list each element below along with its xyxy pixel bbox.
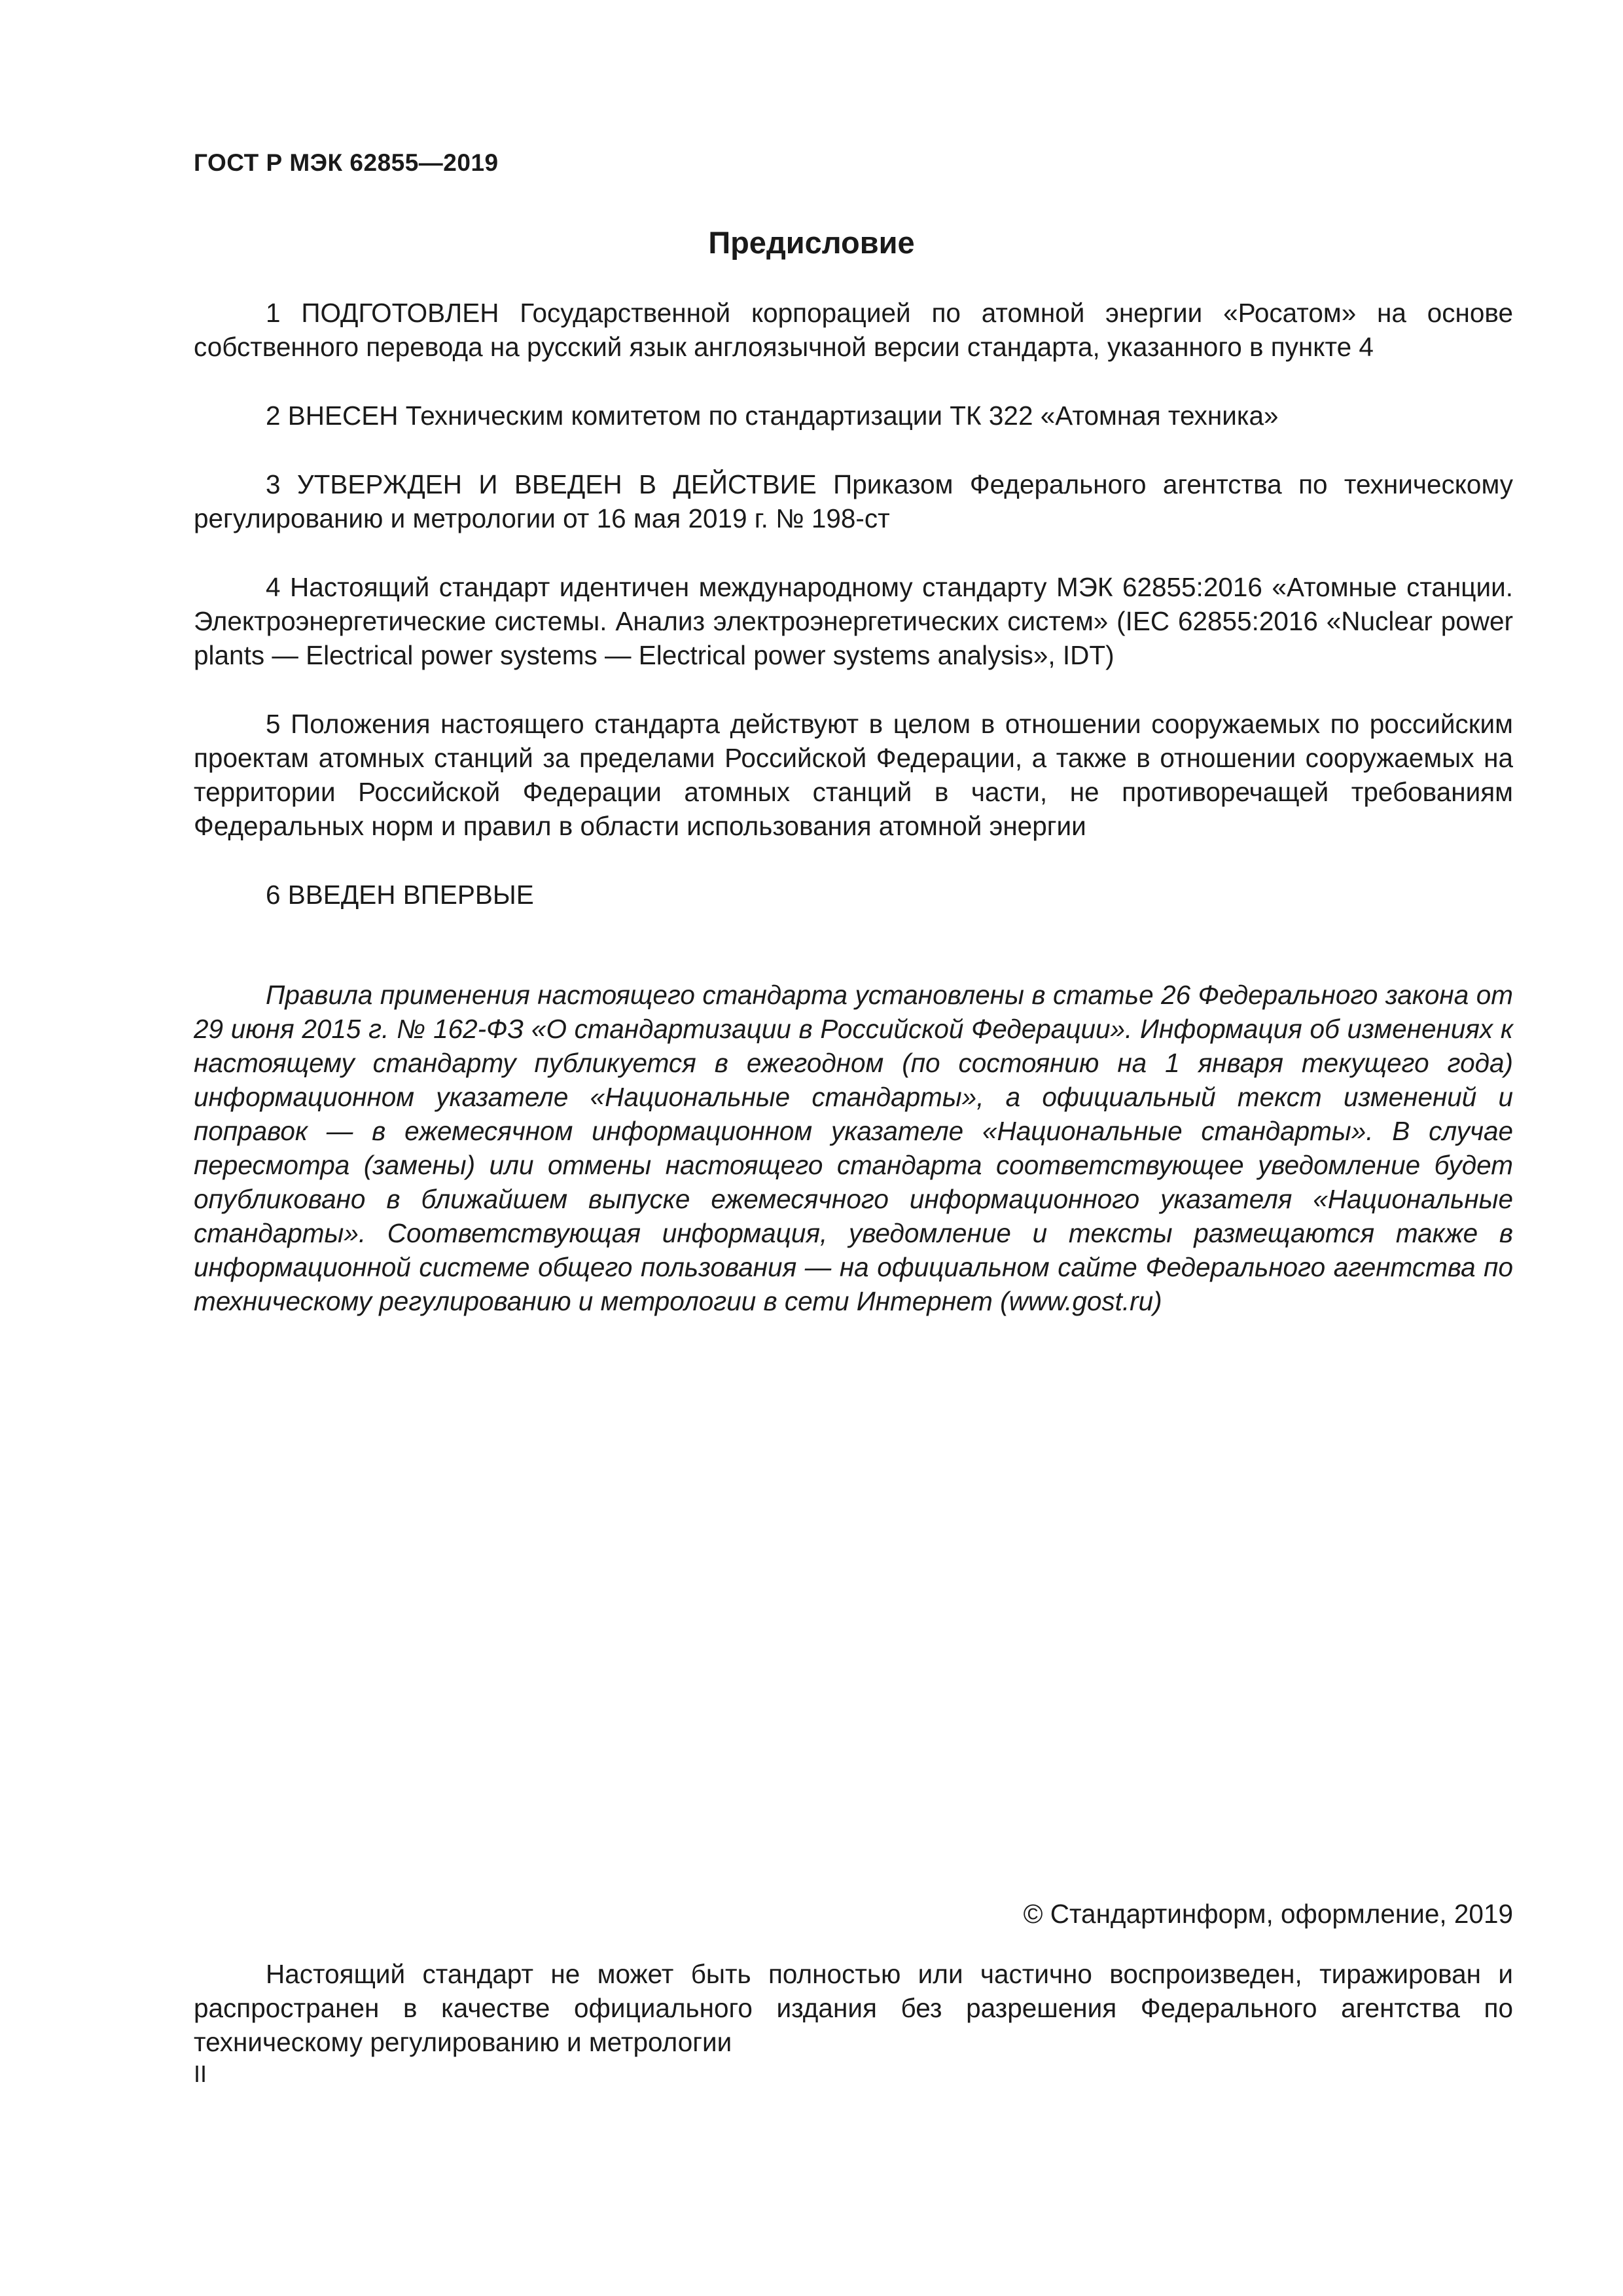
page-number: II	[194, 2060, 207, 2087]
preface-item-6: 6 ВВЕДЕН ВПЕРВЫЕ	[266, 880, 534, 910]
application-rules-note: Правила применения настоящего стандарта установлены в статье 26 Федерального закона от 29 июня 2015 г. № 162-ФЗ «О стандартизации в Российской Федерации». Информация об изменениях к настоящему стандарту публикуется в ежегодном (по состоянию на 1 января текущего года) информационном указателе «Национальные стандарты», а официальный текст изменений и поправок — в ежемесячном информационном указателе «Национальные стандарты». В случае пересмотра (замены) или отмены настоящего стандарта соответствующее уведомление будет опубликовано в ближайшем выпуске ежемесячного информационного указателя «Национальные стандарты». Соответствующая информация, уведомление и тексты размещаются также в информационной системе общего пользования — на официальном сайте Федерального агентства по техническому регулированию и метрологии в сети Интернет (www.gost.ru)	[194, 980, 1513, 1316]
preface-item-2: 2 ВНЕСЕН Техническим комитетом по стандартизации ТК 322 «Атомная техника»	[266, 401, 1279, 431]
preface-item-3: 3 УТВЕРЖДЕН И ВВЕДЕН В ДЕЙСТВИЕ Приказом Федерального агентства по техническому регулированию и метрологии от 16 мая 2019 г. № 198-ст	[194, 469, 1513, 533]
preface-item-5: 5 Положения настоящего стандарта действуют в целом в отношении сооружаемых по российским проектам атомных станций за пределами Российской Федерации, а также в отношении сооружаемых на территории Российской Федерации атомных станций в части, не противоречащей требованиям Федеральных норм и правил в области использования атомной энергии	[194, 709, 1513, 841]
preface-item-4: 4 Настоящий стандарт идентичен международному стандарту МЭК 62855:2016 «Атомные станции. Электроэнергетические системы. Анализ электроэнергетических систем» (IEC 62855:2016 «Nuclear power plants — Electrical power systems — Electrical power systems analysis», IDT)	[194, 572, 1513, 670]
preface-body	[194, 296, 1513, 946]
preface-item-1: 1 ПОДГОТОВЛЕН Государственной корпорацией по атомной энергии «Росатом» на основе собственного перевода на русский язык англоязычной версии стандарта, указанного в пункте 4	[194, 298, 1513, 362]
copyright-line: © Стандартинформ, оформление, 2019	[1023, 1899, 1513, 1929]
page-title: Предисловие	[708, 225, 915, 260]
document-header: ГОСТ Р МЭК 62855—2019	[194, 149, 499, 176]
reproduction-notice: Настоящий стандарт не может быть полностью или частично воспроизведен, тиражирован и распространен в качестве официального издания без разрешения Федерального агентства по техническому регулированию и метрологии	[194, 1959, 1513, 2057]
